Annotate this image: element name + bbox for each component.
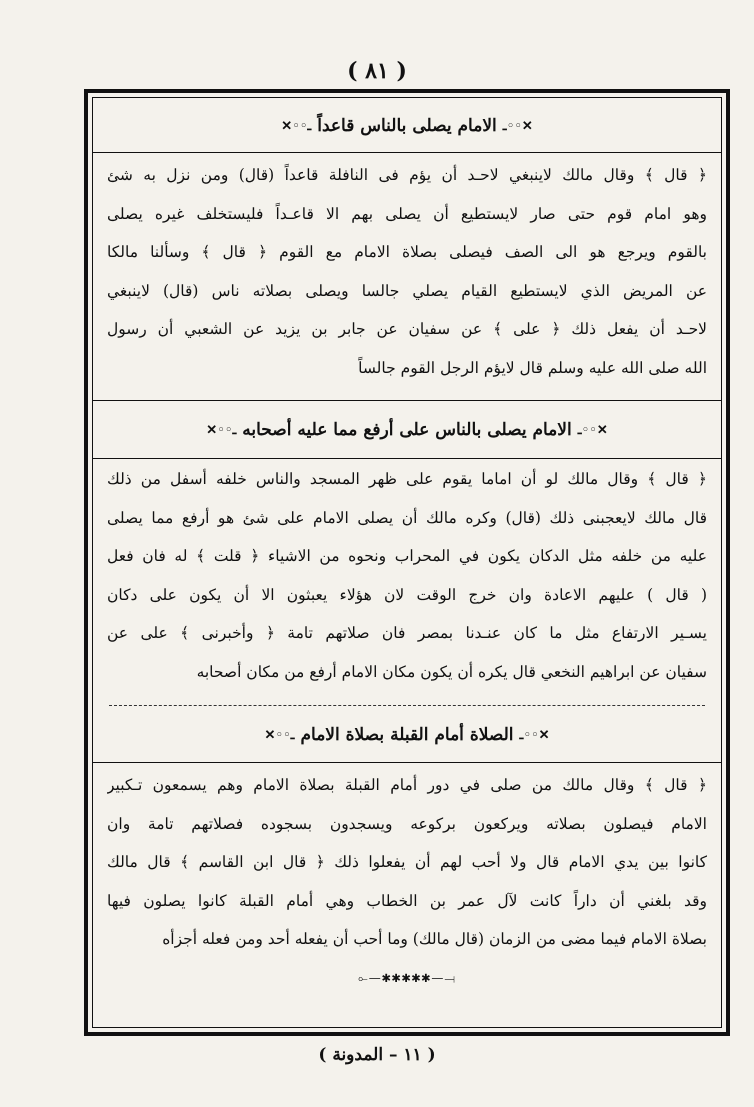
text-line: الله صلى الله عليه وسلم قال لايؤم الرجل القوم جالساً: [358, 358, 707, 377]
text-line: بصلاة الامام فيما مضى من الزمان (قال مالك) وما أحب أن يفعله أحد ومن فعله أجزأه: [162, 930, 707, 948]
text-line: عليه من خلفه مثل الدكان يكون في المحراب ونحوه من الاشياء ﴿ قلت ﴾ له فان فعل: [107, 547, 707, 565]
end-ornament: ⟜—✱✱✱✱✱—⟞: [358, 971, 456, 985]
text-line: سفيان عن ابراهيم النخعي قال يكره أن يكون مكان الامام أرفع من مكان أصحابه: [196, 662, 707, 681]
section-divider: [93, 400, 721, 401]
section-heading-3: [93, 713, 721, 757]
heading-ornament-right: ✕◦◦ـ: [281, 118, 312, 134]
heading-ornament-left: ـ◦◦✕: [519, 727, 550, 743]
page-number: ( ٨١ ): [347, 58, 407, 84]
text-line: الامام فيصلون بصلاته ويركعون بركوعه ويسجدون بسجوده فصلاتهم تامة وان: [107, 814, 707, 833]
text-line: عن المريض الذي لايستطيع القيام يصلي جالسا ويصلى بصلاته ناس (قال) لاينبغي: [107, 281, 707, 300]
section-title-2: الامام يصلى بالناس على أرفع مما عليه أصحابه: [242, 420, 572, 440]
text-line: ( قال ) عليهم الاعادة وان خرج الوقت لان هؤلاء يعبثون الا أن يكون على دكان: [107, 585, 707, 604]
section-divider: [93, 762, 721, 763]
section-heading-2: [93, 408, 721, 452]
text-line: ﴿ قال ﴾ وقال مالك لاينبغي لاحـد أن يؤم فى النافلة قاعداً (قال) ومن نزل به شئ: [107, 166, 707, 184]
section-title-1: الامام يصلى بالناس قاعداً: [317, 116, 497, 136]
text-line: قال مالك لايعجبنى ذلك (قال) وكره مالك أن يصلى الامام على شئ هو أرفع مما يصلى: [107, 508, 707, 527]
text-line: ﴿ قال ﴾ وقال مالك من صلى في دور أمام القبلة بصلاة الامام وهم يسمعون تـكبير: [107, 776, 707, 794]
text-line: بالقوم ويرجع هو الى الصف فيصلى بصلاة الامام مع القوم ﴿ قال ﴾ وسألنا مالكا: [107, 243, 707, 261]
heading-ornament-right: ✕◦◦ـ: [206, 422, 237, 438]
section-title-3: الصلاة أمام القبلة بصلاة الامام: [300, 725, 514, 745]
section-divider: [93, 152, 721, 153]
section-divider: [93, 458, 721, 459]
section-body-3: [107, 766, 707, 959]
text-line: لاحـد أن يفعل ذلك ﴿ على ﴾ عن سفيان عن جابر بن يزيد عن الشعبي أن رسول: [107, 320, 707, 338]
volume-mark: ( ١١ – المدونة ): [318, 1045, 436, 1065]
heading-ornament-right: ✕◦◦ـ: [264, 727, 295, 743]
heading-ornament-left: ـ◦◦✕: [577, 422, 608, 438]
inner-border: [92, 97, 722, 1028]
section-body-1: [107, 156, 707, 387]
text-line: ﴿ قال ﴾ وقال مالك لو أن اماما يقوم على ظهر المسجد والناس خلفه أسفل من ذلك: [107, 470, 707, 488]
section-body-2: [107, 460, 707, 691]
text-line: وهو امام قوم حتى صار لايستطيع أن يصلى بهم الا قاعـداً فليستخلف غيره يصلى: [107, 204, 707, 223]
page-border: [84, 89, 730, 1036]
dashed-divider: [109, 705, 705, 706]
text-line: وقد بلغني أن داراً كانت لآل عمر بن الخطاب وهي أمام القبلة كانوا يصلون فيها: [107, 891, 707, 910]
heading-ornament-left: ـ◦◦✕: [502, 118, 533, 134]
text-line: كانوا بين يدي الامام قال ولا أحب لهم أن يفعلوا ذلك ﴿ قال ابن القاسم ﴾ قال مالك: [107, 853, 707, 871]
section-heading-1: [93, 104, 721, 148]
text-line: يسـير الارتفاع مثل ما كان عنـدنا بمصر فان صلاتهم تامة ﴿ وأخبرنى ﴾ على عن: [107, 624, 707, 642]
